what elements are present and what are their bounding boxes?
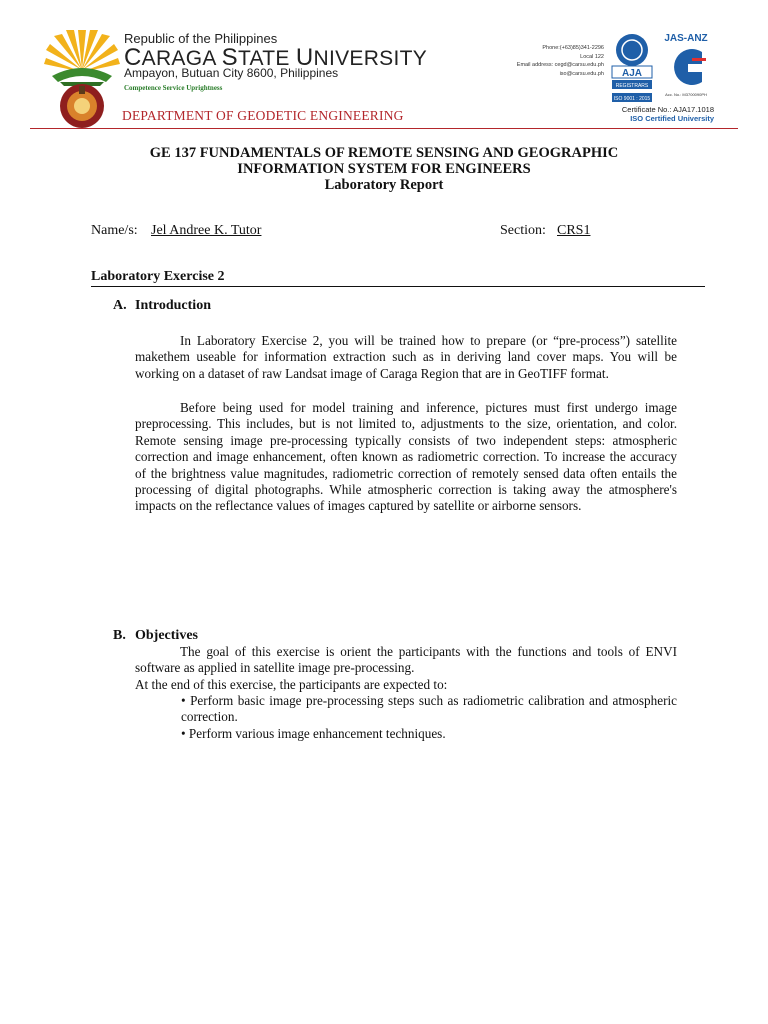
course-title-line-1: GE 137 FUNDAMENTALS OF REMOTE SENSING AND GEOGRAPHIC xyxy=(149,145,619,161)
objectives-paragraph-text: The goal of this exercise is orient the participants with the functions and tools of ENVI software as applied in satellite image pre-processing. xyxy=(135,644,677,676)
name-value: Jel Andree K. Tutor xyxy=(151,223,262,238)
iso-standard: ISO 9001 : 2015 xyxy=(613,96,651,102)
accreditation-number: Acc. No.: M3700090PH xyxy=(665,92,707,97)
university-motto: Competence Service Uprightness xyxy=(124,84,223,92)
header-divider xyxy=(30,128,738,129)
objectives-heading: Objectives xyxy=(135,628,198,643)
section-label: Section: xyxy=(500,223,546,238)
report-title: Laboratory Report xyxy=(324,177,444,193)
university-name-part-2: TATE xyxy=(237,47,296,70)
jas-anz-label: JAS-ANZ xyxy=(664,33,708,44)
objectives-paragraph xyxy=(135,644,677,677)
certificate-number: Certificate No.: AJA17.1018 xyxy=(621,105,714,114)
contact-phone: Phone:(+63)85)341-2296 xyxy=(542,45,604,51)
name-label: Name/s: xyxy=(91,223,138,238)
intro-paragraph-1-text: In Laboratory Exercise 2, you will be trained how to prepare (or “pre-process”) satellite makethem useable for information extraction such as in deriving land cover maps. You will be working on a dataset of raw Landsat image of Caraga Region that are in GeoTIFF format. xyxy=(135,333,677,381)
university-name-initial-u: U xyxy=(295,44,314,71)
iso-certified-text: ISO Certified University xyxy=(630,114,714,123)
university-name-initial-c: C xyxy=(124,44,142,71)
university-name-part-1: ARAGA xyxy=(141,47,222,70)
objectives-lead-in: At the end of this exercise, the participants are expected to: xyxy=(135,677,448,692)
objectives-letter: B. xyxy=(113,628,126,643)
intro-paragraph-2-text: Before being used for model training and inference, pictures must first undergo image preprocessing. This includes, but is not limited to, adjustments to the size, orientation, and color. Remote sensing image pre-processing typically consists of two independent steps: atmospheric correction and image enhancement, often known as radiometric correction. To increase the accuracy of the brightness value magnitudes, radiometric correction of remotely sensed data often entails the processing of digital photographs. While atmospheric correction is taking away the atmosphere's impacts on the reflectance values of images captured by satellite or airborne sensors. xyxy=(135,400,677,514)
aja-label: AJA xyxy=(621,68,643,79)
aja-registrars: REGISTRARS xyxy=(615,83,649,89)
university-name-initial-s: S xyxy=(221,44,238,71)
section-value: CRS1 xyxy=(557,223,591,238)
intro-paragraph-2 xyxy=(135,400,677,515)
republic-text: Republic of the Philippines xyxy=(124,31,278,46)
intro-heading: Introduction xyxy=(135,298,211,313)
contact-email: Email address: cegd@carsu.edu.ph xyxy=(516,62,604,69)
contact-info xyxy=(512,44,604,78)
contact-local: Local 122 xyxy=(580,53,604,60)
department-name: DEPARTMENT OF GEODETIC ENGINEERING xyxy=(122,108,404,123)
university-seal-logo xyxy=(44,30,120,128)
exercise-divider xyxy=(91,286,705,287)
intro-paragraph-1 xyxy=(135,333,677,382)
course-title-line-2: INFORMATION SYSTEM FOR ENGINEERS xyxy=(237,161,531,177)
exercise-heading: Laboratory Exercise 2 xyxy=(91,269,225,284)
university-name-part-3: NIVERSITY xyxy=(313,47,428,70)
intro-letter: A. xyxy=(113,298,127,313)
objective-bullet-2: • Perform various image enhancement techniques. xyxy=(181,726,446,741)
contact-email-iso: iso@carsu.edu.ph xyxy=(559,70,604,77)
university-address: Ampayon, Butuan City 8600, Philippines xyxy=(124,66,339,80)
objective-bullet-1: • Perform basic image pre-processing steps such as radiometric calibration and atmospheric correction. xyxy=(181,693,677,725)
